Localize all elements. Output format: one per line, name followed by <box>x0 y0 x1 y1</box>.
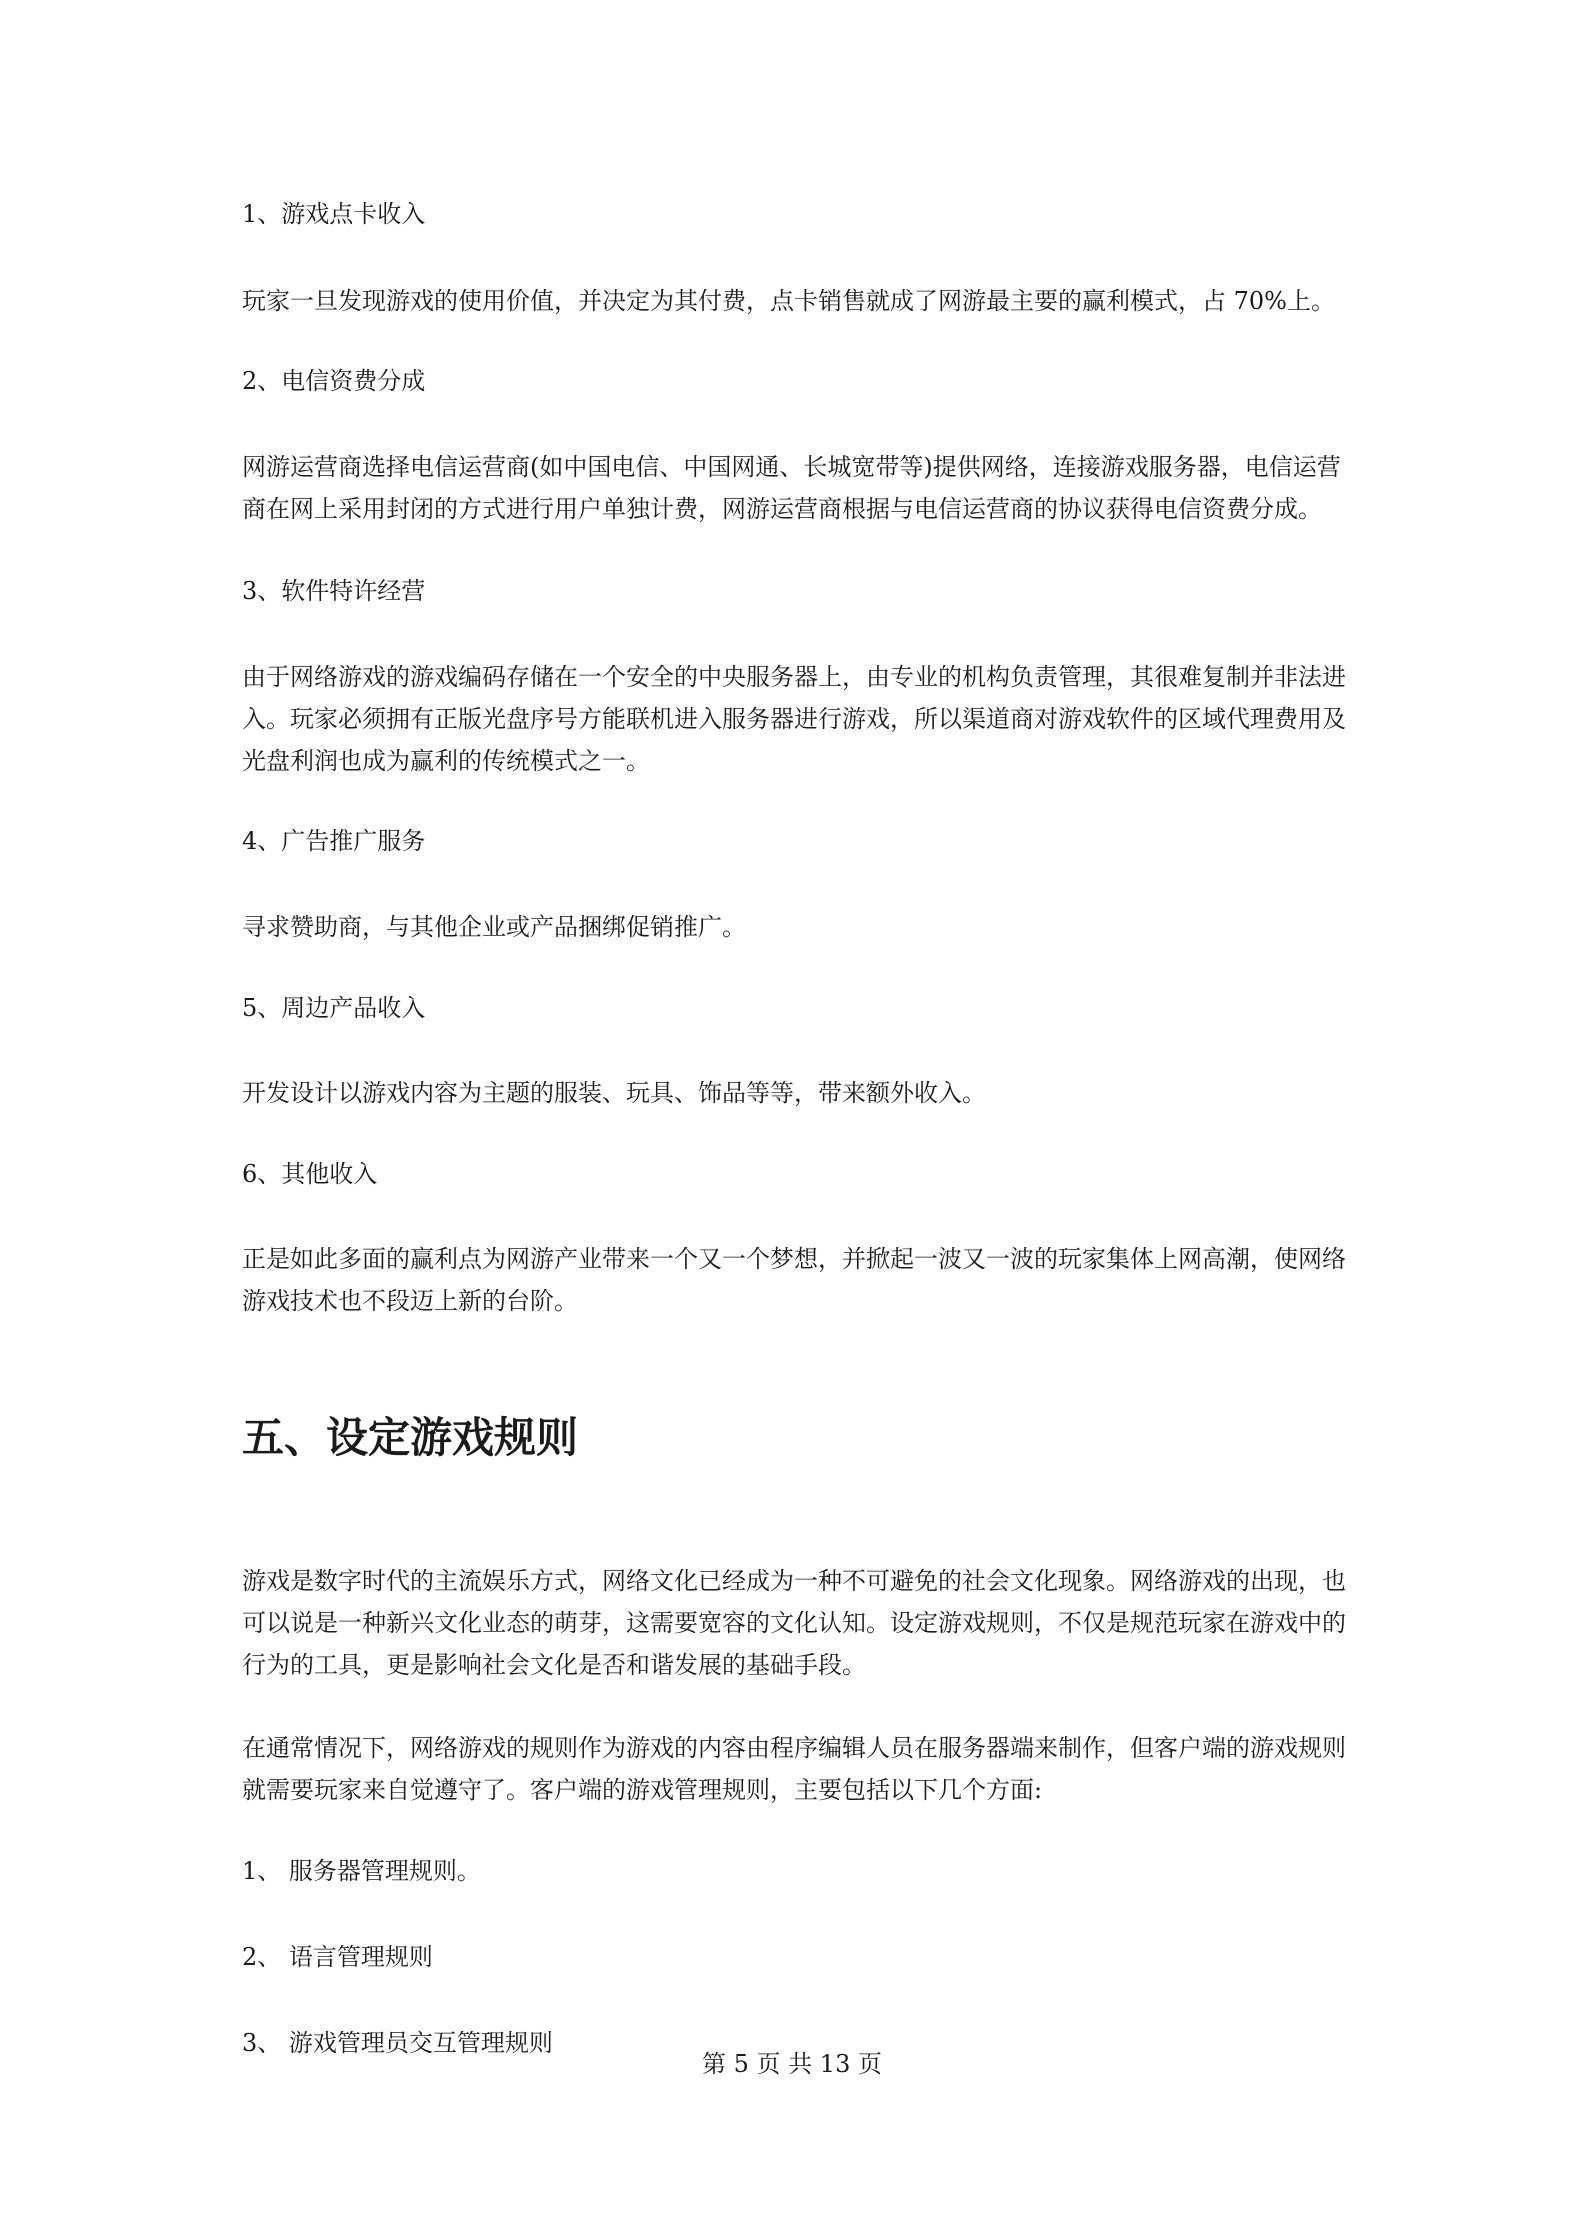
income-6-body: 正是如此多面的赢利点为网游产业带来一个又一个梦想，并掀起一波又一波的玩家集体上网高潮，使网络游戏技术也不段迈上新的台阶。 <box>242 1245 1346 1315</box>
income-6-heading: 6、其他收入 <box>242 1160 378 1188</box>
page-number-footer: 第 5 页 共 13 页 <box>702 2050 882 2078</box>
chapter-paragraph-1: 游戏是数字时代的主流娱乐方式，网络文化已经成为一种不可避免的社会文化现象。网络游戏的出现，也可以说是一种新兴文化业态的萌芽，这需要宽容的文化认知。设定游戏规则，不仅是规范玩家在游戏中的行为的工具，更是影响社会文化是否和谐发展的基础手段。 <box>242 1567 1346 1679</box>
rule-item-2: 2、 语言管理规则 <box>242 1943 433 1971</box>
income-3-heading: 3、软件特许经营 <box>242 577 426 605</box>
income-3-body: 由于网络游戏的游戏编码存储在一个安全的中央服务器上，由专业的机构负责管理，其很难复制并非法进入。玩家必须拥有正版光盘序号方能联机进入服务器进行游戏，所以渠道商对游戏软件的区域代理费用及光盘利润也成为赢利的传统模式之一。 <box>242 663 1346 775</box>
income-5-body: 开发设计以游戏内容为主题的服装、玩具、饰品等等，带来额外收入。 <box>242 1079 986 1107</box>
income-1-heading: 1、游戏点卡收入 <box>242 200 426 228</box>
chapter-title: 五、设定游戏规则 <box>242 1413 579 1462</box>
rule-item-1: 1、 服务器管理规则。 <box>242 1857 481 1885</box>
rule-item-3: 3、 游戏管理员交互管理规则 <box>242 2029 553 2057</box>
income-2-body: 网游运营商选择电信运营商(如中国电信、中国网通、长城宽带等)提供网络，连接游戏服务器，电信运营商在网上采用封闭的方式进行用户单独计费，网游运营商根据与电信运营商的协议获得电信资费分成。 <box>242 453 1341 523</box>
income-1-body: 玩家一旦发现游戏的使用价值，并决定为其付费，点卡销售就成了网游最主要的赢利模式，占 70%上。 <box>242 287 1335 315</box>
chapter-paragraph-2: 在通常情况下，网络游戏的规则作为游戏的内容由程序编辑人员在服务器端来制作，但客户端的游戏规则就需要玩家来自觉遵守了。客户端的游戏管理规则，主要包括以下几个方面: <box>242 1734 1346 1804</box>
income-5-heading: 5、周边产品收入 <box>242 994 426 1022</box>
income-2-heading: 2、电信资费分成 <box>242 367 426 395</box>
income-4-heading: 4、广告推广服务 <box>242 827 426 855</box>
income-4-body: 寻求赞助商，与其他企业或产品捆绑促销推广。 <box>242 913 746 941</box>
